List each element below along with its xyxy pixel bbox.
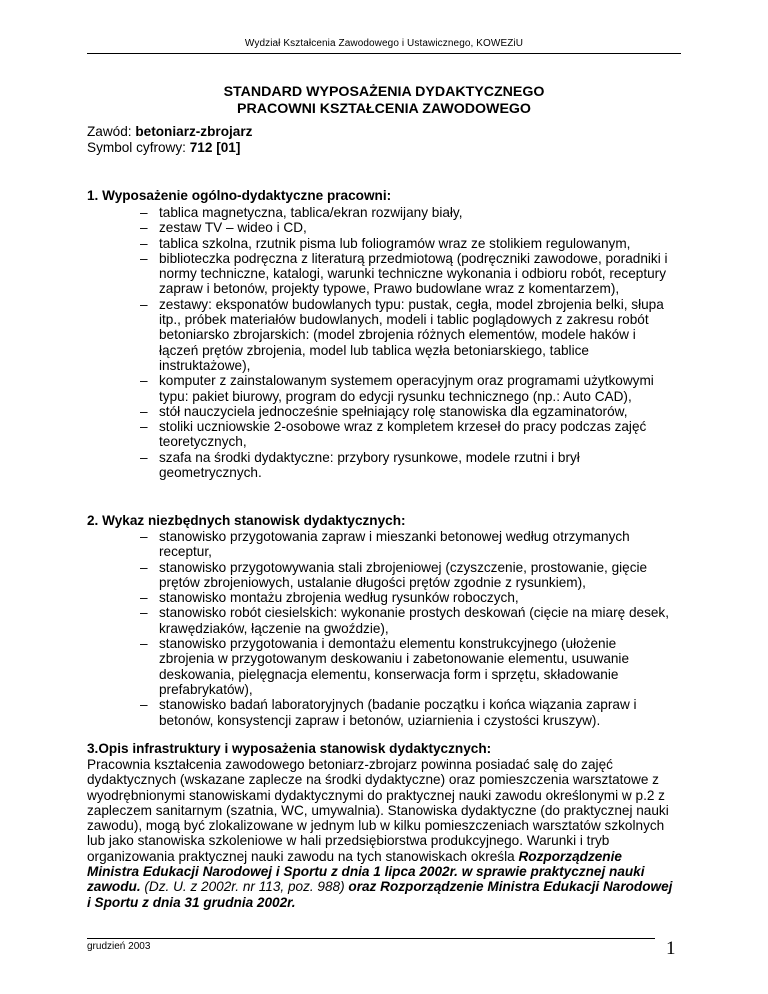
header-divider: [87, 53, 681, 54]
section-2-list: [140, 529, 670, 728]
symbol-line: [87, 140, 240, 156]
section-1-heading: 1. Wyposażenie ogólno-dydaktyczne pracowni:: [87, 188, 392, 203]
list-item: – stanowisko przygotowania zapraw i mieszanki betonowej według otrzymanych receptur,: [140, 529, 670, 560]
section-3-text: Pracownia kształcenia zawodowego betoniarz-zbrojarz powinna posiadać salę do zajęć dydaktycznych (wskazane zaplecze na środki dydaktyczne) oraz pomieszczenia warsztatowe z wyodrębnionymi stanowiskami dydaktycznymi do praktycznej nauki zawodu określonymi w p.2 z zapleczem sanitarnym (szatnia, WC, umywalnia). Stanowiska dydaktyczne (do praktycznej nauki zawodu), mogą być zlokalizowane w jednym lub w kilku pomieszczeniach warsztatów szkolnych lub jako stanowiska szkoleniowe w hali przedsiębiorstwa produkcyjnego. Warunki i tryb organizowania praktycznej nauki zawodu na tych stanowiskach określa: [87, 757, 669, 864]
list-item: – stanowisko robót ciesielskich: wykonanie prostych deskowań (cięcie na miarę desek, krawędziaków, łączenie na gwoździe),: [140, 605, 670, 636]
page-header: Wydział Kształcenia Zawodowego i Ustawicznego, KOWEZiU: [244, 38, 524, 49]
list-item: – stanowisko badań laboratoryjnych (badanie początku i końca wiązania zapraw i betonów, konsystencji zapraw i betonów, uziarnienia i czystości kruszyw).: [140, 697, 670, 728]
section-2-heading: 2. Wykaz niezbędnych stanowisk dydaktycznych:: [87, 513, 406, 528]
symbol-value: 712 [01]: [189, 140, 241, 155]
list-item: – komputer z zainstalowanym systemem operacyjnym oraz programami użytkowymi typu: pakiet biurowy, program do edycji rysunku technicznego (np.: Auto CAD),: [140, 373, 670, 404]
profession-line: [87, 124, 252, 140]
profession-label: Zawód:: [87, 124, 136, 139]
regulation-2: oraz Rozporządzenie Ministra Edukacji Narodowej i Sportu z dnia 31 grudnia 2002r.: [87, 879, 673, 910]
list-item: – stół nauczyciela jednocześnie spełniający rolę stanowiska dla egzaminatorów,: [140, 404, 670, 419]
section-1-list: [140, 205, 670, 480]
list-item: – stanowisko montażu zbrojenia według rysunków roboczych,: [140, 590, 670, 605]
regulation-1-reference: (Dz. U. z 2002r. nr 113, poz. 988): [140, 879, 345, 895]
regulation-1: Rozporządzenie Ministra Edukacji Narodowej i Sportu z dnia 1 lipca 2002r. w sprawie praktycznej nauki zawodu.: [87, 848, 645, 895]
list-item: – tablica magnetyczna, tablica/ekran rozwijany biały,: [140, 205, 670, 220]
section-3-paragraph: [87, 757, 677, 910]
document-title: [87, 84, 681, 117]
list-item: – stanowisko przygotowywania stali zbrojeniowej (czyszczenie, prostowanie, gięcie prętów zbrojeniowych, ustalanie długości prętów zgodnie z rysunkiem),: [140, 560, 670, 591]
page-number: 1: [666, 938, 676, 959]
title-line-1: STANDARD WYPOSAŻENIA DYDAKTYCZNEGO: [223, 84, 545, 100]
list-item: – stanowisko przygotowania i demontażu elementu konstrukcyjnego (ułożenie zbrojenia w przygotowanym deskowaniu i zabetonowanie elementu, usuwanie deskowania, pielęgnacja elementu, konserwacja form i sprzętu, składowanie prefabrykatów),: [140, 636, 670, 697]
list-item: – tablica szkolna, rzutnik pisma lub foliogramów wraz ze stolikiem regulowanym,: [140, 236, 670, 251]
list-item: – zestaw TV – wideo i CD,: [140, 220, 670, 235]
footer-divider: [87, 938, 655, 939]
footer-date: grudzień 2003: [87, 941, 151, 952]
symbol-label: Symbol cyfrowy:: [87, 140, 190, 155]
list-item: – biblioteczka podręczna z literaturą przedmiotową (podręczniki zawodowe, poradniki i normy techniczne, katalogi, warunki techniczne wykonania i odbioru robót, receptury zapraw i betonów, projekty typowe, Prawo budowlane wraz z komentarzem),: [140, 251, 670, 297]
profession-value: betoniarz-zbrojarz: [135, 124, 253, 139]
section-3-heading: 3.Opis infrastruktury i wyposażenia stanowisk dydaktycznych:: [87, 741, 492, 756]
list-item: – zestawy: eksponatów budowlanych typu: pustak, cegła, model zbrojenia belki, słupa itp., próbek materiałów budowlanych, modeli i tablic poglądowych z zakresu robót betoniarsko zbrojarskich: (model zbrojenia różnych elementów, modele haków i łączeń prętów zbrojenia, model lub tablica węzła betoniarskiego, tablice instruktażowe),: [140, 297, 670, 373]
list-item: – szafa na środki dydaktyczne: przybory rysunkowe, modele rzutni i brył geometrycznych.: [140, 450, 670, 481]
list-item: – stoliki uczniowskie 2-osobowe wraz z kompletem krzeseł do pracy podczas zajęć teoretycznych,: [140, 419, 670, 450]
title-line-2: PRACOWNI KSZTAŁCENIA ZAWODOWEGO: [237, 100, 531, 117]
